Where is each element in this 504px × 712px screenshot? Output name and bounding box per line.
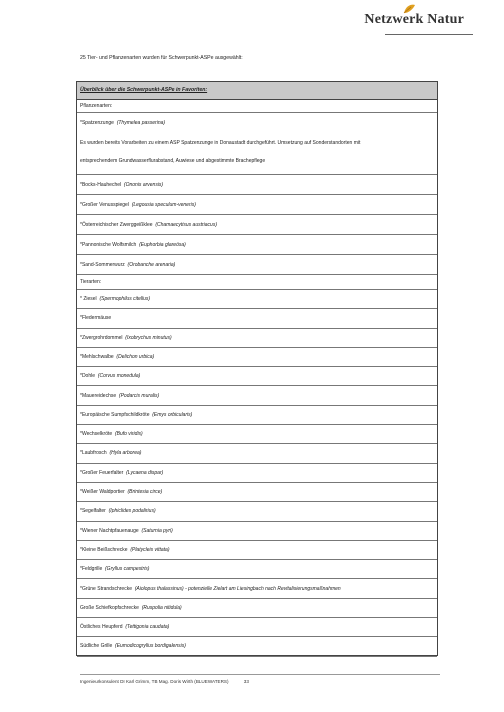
spatzenzunge-note-line-1: Es wurden bereits Vorarbeiten zu einem ASP Spatzenzunge in Donaustadt durchgeführt. Umsetzung auf Sonderstandorten mit xyxy=(80,140,361,146)
plant-row xyxy=(77,215,437,235)
common-name: *Großer Venusspiegel xyxy=(80,202,129,208)
animal-row xyxy=(77,560,437,579)
spatzenzunge-row xyxy=(77,113,437,175)
spatzenzunge-note-line-2: entsprechendem Grundwasserflurabstand, Auwiese und abgestimmte Brachepflege xyxy=(80,158,266,164)
scientific-name: (Hyla arborea) xyxy=(109,450,142,457)
common-name: *Zwergrohrdommel xyxy=(80,334,123,341)
netzwerk-natur-logo xyxy=(364,12,464,28)
header-divider xyxy=(385,34,473,35)
animals-heading: Tierarten: xyxy=(80,279,102,285)
common-name: *Fledermäuse xyxy=(80,315,112,322)
common-name: *Sand-Sommerwurz xyxy=(80,262,125,268)
common-name: *Kleine Beißschrecke xyxy=(80,546,128,553)
scientific-name: (Chamaecytisus austriacus) xyxy=(155,222,217,228)
page-number: 33 xyxy=(243,679,249,684)
common-name: *Laubfrosch xyxy=(80,450,107,457)
scientific-name: (Lycaena dispar) xyxy=(126,469,164,476)
animal-row xyxy=(77,329,437,348)
common-name: Südliche Grille xyxy=(80,643,113,650)
common-name: *Pannonische Wolfsmilch xyxy=(80,242,137,248)
animal-row xyxy=(77,541,437,560)
animal-row xyxy=(77,425,437,444)
common-name: *Grüne Strandschrecke xyxy=(80,585,132,592)
scientific-name: (Bufo viridis) xyxy=(114,431,143,438)
spatzenzunge-title xyxy=(80,119,165,127)
common-name: Östliches Heupferd xyxy=(80,624,123,631)
scientific-name: (Emys orbicularis) xyxy=(152,411,193,418)
animal-row xyxy=(77,444,437,463)
animal-row xyxy=(77,290,437,309)
scientific-name: (Podarcis muralis) xyxy=(118,392,160,399)
plants-heading: Pflanzenarten: xyxy=(80,103,113,109)
animal-row xyxy=(77,522,437,541)
common-name: *Dohle xyxy=(80,373,96,380)
scientific-name: (Ruspolia nitidula) xyxy=(141,604,182,611)
scientific-name: (Brintesia circe) xyxy=(127,489,163,495)
plant-row xyxy=(77,175,437,195)
footer-text: Ingenieurkonsulent DI Karl Grimm, TB Mag. Doris Wirth (BLUEWATERS) xyxy=(80,679,229,684)
logo-text: Netzwerk Natur xyxy=(364,12,464,27)
scientific-name: (Ononis arvensis) xyxy=(123,182,164,188)
plants-heading-row xyxy=(77,99,437,113)
table-title: Überblick über die Schwerpunkt-ASPe in Favoriten: xyxy=(80,87,208,93)
footer-divider xyxy=(80,674,440,675)
common-name: *Wechselkröte xyxy=(80,431,113,438)
common-name: *Europäische Sumpfschildkröte xyxy=(80,411,150,418)
table-header xyxy=(77,82,437,100)
common-name: *Österreichischer Zwerggeißklee xyxy=(80,222,153,228)
animal-row xyxy=(77,637,437,656)
animal-row xyxy=(77,618,437,637)
animal-row xyxy=(77,580,437,599)
common-name: Große Schiefkopfschrecke xyxy=(80,604,139,611)
scientific-name: (Saturnia pyri) xyxy=(141,527,173,534)
plant-row xyxy=(77,235,437,255)
animal-row xyxy=(77,309,437,328)
scientific-name: (Corvus monedula) xyxy=(97,373,141,380)
scientific-name: (Ixobrychus minutus) xyxy=(125,334,172,341)
scientific-name: (Gryllus campestris) xyxy=(105,566,150,573)
scientific-name: (Thymelea passerina) xyxy=(116,120,166,126)
animal-row xyxy=(77,483,437,502)
common-name: * Ziesel xyxy=(80,296,97,302)
scientific-name: (Legousia speculum-veneris) xyxy=(131,202,196,208)
animals-heading-row xyxy=(77,275,437,290)
intro-text: 25 Tier- und Pflanzenarten wurden für Schwerpunkt-ASPe ausgewählt: xyxy=(80,55,243,61)
common-name: *Mehlschwalbe xyxy=(80,353,114,360)
scientific-name: (Euphorbia glareösa) xyxy=(139,242,186,248)
common-name: *Weißer Waldportier xyxy=(80,489,125,495)
plant-row xyxy=(77,195,437,215)
leaf-icon xyxy=(402,3,416,15)
page-footer xyxy=(80,679,249,684)
scientific-name: (Orobanche arenaria) xyxy=(127,262,176,268)
common-name: *Mauereidechse xyxy=(80,392,117,399)
animal-row xyxy=(77,348,437,367)
scientific-name: (Iphiclides podalirius) xyxy=(108,508,156,515)
common-name: *Bocks-Hauhechel xyxy=(80,182,122,188)
animal-row xyxy=(77,464,437,483)
scientific-name: (Aiolopus thalassinus) - potenzielle Zielart am Liesingbach nach Revitalisierungsmaßnahmen xyxy=(134,585,341,592)
plant-row xyxy=(77,255,437,275)
animal-row xyxy=(77,599,437,618)
common-name: *Segelfalter xyxy=(80,508,106,515)
animal-row xyxy=(77,502,437,521)
scientific-name: (Spermophilus citellus) xyxy=(99,296,151,302)
animal-row xyxy=(77,387,437,406)
species-table xyxy=(76,81,438,656)
common-name: *Spatzenzunge xyxy=(80,120,114,126)
scientific-name: (Eumodicogryllus bordigalensis) xyxy=(115,643,186,650)
common-name: *Großer Feuerfalter xyxy=(80,469,124,476)
animal-row xyxy=(77,367,437,386)
animal-row xyxy=(77,406,437,425)
scientific-name: (Delichon urbica) xyxy=(116,353,155,360)
common-name: *Wiener Nachtpfauenauge xyxy=(80,527,139,534)
common-name: *Feldgrille xyxy=(80,566,103,573)
scientific-name: (Platycleis vittata) xyxy=(130,546,170,553)
scientific-name: (Tettigonia caudata) xyxy=(125,624,170,631)
